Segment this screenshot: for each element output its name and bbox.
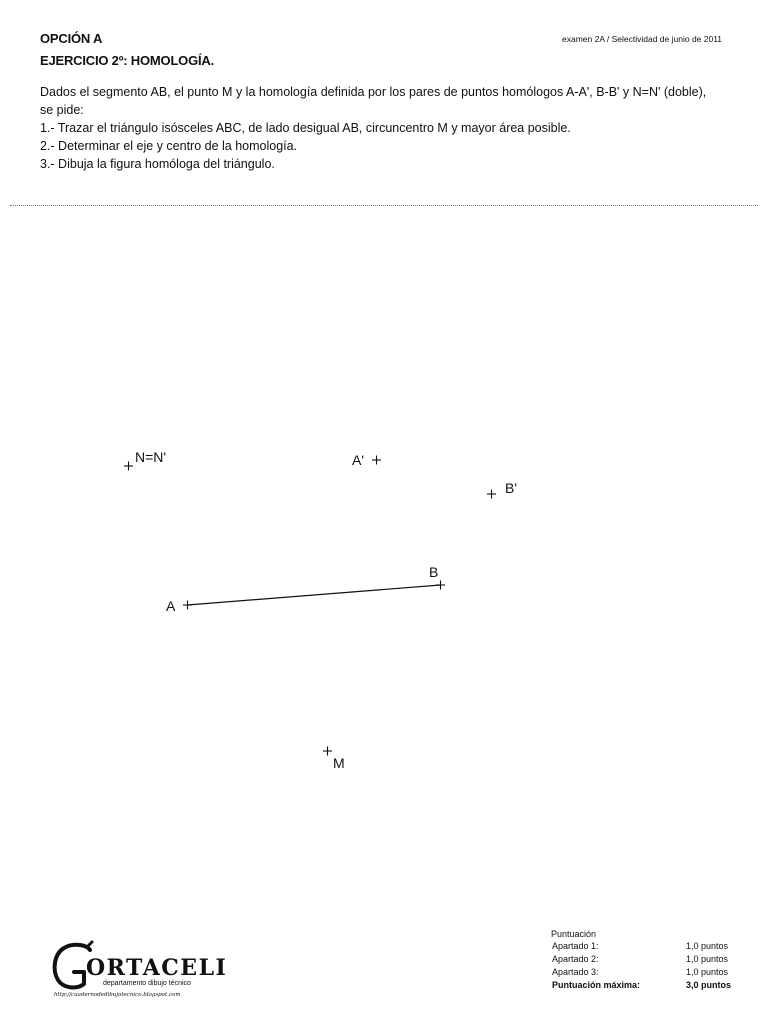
ortaceli-logo [50, 940, 228, 1002]
statement-line: 2.- Determinar el eje y centro de la homología. [40, 139, 298, 153]
statement-line: 1.- Trazar el triángulo isósceles ABC, de lado desigual AB, circuncentro M y mayor área posible. [40, 121, 571, 135]
statement-line: 3.- Dibuja la figura homóloga del triángulo. [40, 157, 275, 171]
logo-department: departamento dibujo técnico [103, 980, 191, 987]
label-a: A [166, 598, 176, 614]
label-b-prime: B' [505, 480, 518, 496]
scoring-table [551, 928, 751, 992]
exam-reference: examen 2A / Selectividad de junio de 2011 [562, 34, 723, 44]
point-b-prime-marker [487, 490, 496, 499]
statement-line: Dados el segmento AB, el punto M y la homología definida por los pares de puntos homólogos A-A', B-B' y N=N' (doble), [40, 85, 707, 99]
label-b: B [429, 564, 439, 580]
score-value: 1,0 puntos [686, 954, 729, 964]
point-m-marker [323, 747, 332, 756]
label-n: N=N' [135, 449, 167, 465]
logo-brand: ORTACELI [86, 955, 228, 981]
score-label: Apartado 1: [552, 941, 599, 951]
max-score-value: 3,0 puntos [686, 980, 732, 990]
scoring-title: Puntuación [551, 929, 597, 939]
point-n-marker [124, 462, 133, 471]
exercise-heading: EJERCICIO 2º: HOMOLOGÍA. [40, 53, 215, 68]
label-m: M [333, 755, 345, 771]
point-a-prime-marker [372, 456, 381, 465]
statement-line: se pide: [40, 103, 84, 117]
logo-url: http://cuadernodedibujotecnico.blogspot.com [54, 992, 181, 998]
option-heading: OPCIÓN A [40, 31, 103, 46]
score-label: Apartado 2: [552, 954, 599, 964]
score-value: 1,0 puntos [686, 941, 729, 951]
segment-ab [188, 585, 441, 605]
score-value: 1,0 puntos [686, 967, 729, 977]
max-score-label: Puntuación máxima: [552, 980, 641, 990]
label-a-prime: A' [352, 452, 365, 468]
score-label: Apartado 3: [552, 967, 599, 977]
